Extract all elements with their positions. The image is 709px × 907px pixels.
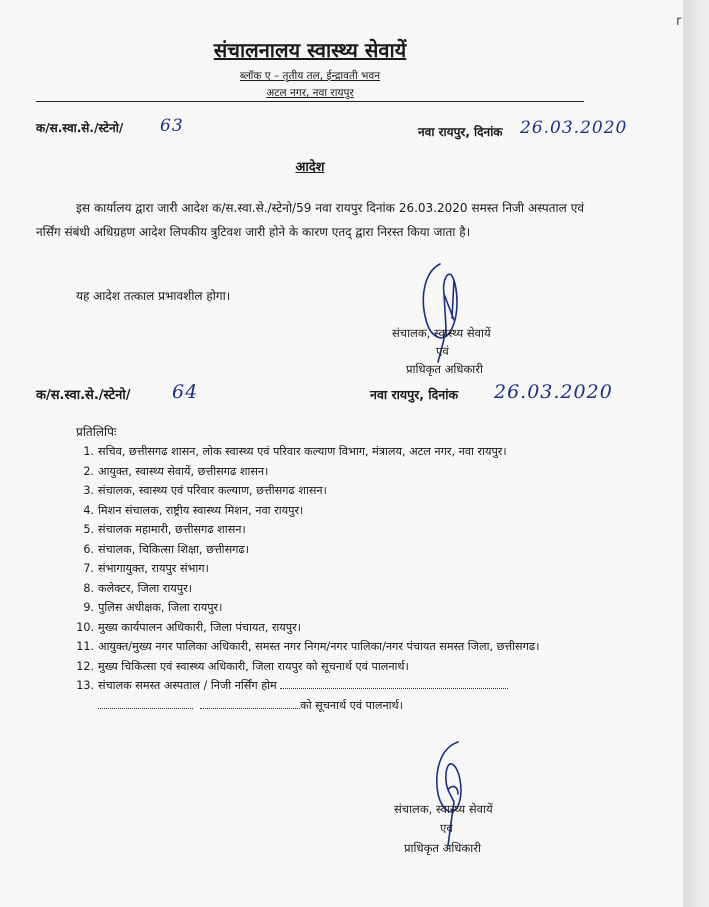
signature1-conjunction: एवं xyxy=(436,344,449,358)
list-item: 7. संभागायुक्त, रायपुर संभाग। xyxy=(83,562,209,575)
order2-ref-prefix: क/स.स्वा.से./स्टेनो/ xyxy=(36,388,131,403)
order2-date: 26.03.2020 xyxy=(494,381,613,403)
order2-ref-number: 64 xyxy=(172,381,199,403)
list-item: 3. संचालक, स्वास्थ्य एवं परिवार कल्याण, छत्तीसगढ शासन। xyxy=(83,484,327,497)
address-line-2: अटल नगर, नवा रायपुर xyxy=(266,87,354,99)
list-item: 11. आयुक्त/मुख्य नगर पालिका अधिकारी, समस्त नगर निगम/नगर पालिका/नगर पंचायत समस्त जिला, छत्तीसगढ। xyxy=(76,640,540,653)
department-title: संचालनालय स्वास्थ्य सेवायें xyxy=(213,38,407,62)
signature2-designation: संचालक, स्वास्थ्य सेवायें xyxy=(394,802,493,816)
copy-list-tail: को सूचनार्थ एवं पालनार्थ। xyxy=(300,698,403,712)
copy-heading: प्रतिलिपिः xyxy=(76,425,117,439)
order1-place-date-label: नवा रायपुर, दिनांक xyxy=(418,125,503,139)
copy-recipients-list xyxy=(72,442,592,715)
signature1-designation: संचालक, स्वास्थ्य सेवायें xyxy=(392,326,491,340)
signature2-authority: प्राधिकृत अधिकारी xyxy=(404,841,481,855)
list-item: 8. कलेक्टर, जिला रायपुर। xyxy=(83,581,192,595)
blank-fill-line xyxy=(200,698,300,709)
list-item: 9. पुलिस अधीक्षक, जिला रायपुर। xyxy=(83,601,223,614)
list-item: 6. संचालक, चिकित्सा शिक्षा, छत्तीसगढ। xyxy=(83,542,249,556)
list-item: 12. मुख्य चिकित्सा एवं स्वास्थ्य अधिकारी, जिला रायपुर को सूचनार्थ एवं पालनार्थ। xyxy=(76,659,409,673)
blank-fill-line xyxy=(98,698,193,709)
list-item: 13. संचालक समस्त अस्पताल / निजी नर्सिंग होम xyxy=(72,676,592,696)
list-item-continuation xyxy=(72,696,592,716)
effect-line: यह आदेश तत्काल प्रभावशील होगा। xyxy=(76,289,231,303)
order1-date: 26.03.2020 xyxy=(520,118,628,138)
list-item: 5. संचालक महामारी, छत्तीसगढ शासन। xyxy=(83,523,246,536)
list-item: 10. मुख्य कार्यपालन अधिकारी, जिला पंचायत, रायपुर। xyxy=(76,620,301,634)
header-divider xyxy=(36,101,584,102)
page-edge xyxy=(683,0,709,907)
edge-mark: r xyxy=(676,14,682,29)
order-body: इस कार्यालय द्वारा जारी आदेश क/स.स्वा.से./स्टेनो/59 नवा रायपुर दिनांक 26.03.2020 समस्त निजी अस्पताल एवं नर्सिंग संबंधी अधिग्रहण आदेश लिपकीय त्रुटिवश जारी होने के कारण एतद् द्वारा निरस्त किया जाता है। xyxy=(36,201,584,239)
list-item: 4. मिशन संचालक, राष्ट्रीय स्वास्थ्य मिशन, नवा रायपुर। xyxy=(83,503,304,517)
list-item: 2. आयुक्त, स्वास्थ्य सेवायें, छत्तीसगढ शासन। xyxy=(83,464,269,478)
signature2-conjunction: एवं xyxy=(440,821,453,835)
address-line-1: ब्लॉक ए – तृतीय तल, ईन्द्रावती भवन xyxy=(239,70,381,82)
blank-fill-line xyxy=(280,678,508,689)
order2-place-date-label: नवा रायपुर, दिनांक xyxy=(370,387,459,402)
order1-ref-prefix: क/स.स्वा.से./स्टेनो/ xyxy=(36,121,124,135)
order-heading: आदेश xyxy=(295,160,325,175)
signature1-authority: प्राधिकृत अधिकारी xyxy=(406,362,483,376)
order1-ref-number: 63 xyxy=(160,116,184,136)
list-item: 1. सचिव, छत्तीसगढ शासन, लोक स्वास्थ्य एवं परिवार कल्याण विभाग, मंत्रालय, अटल नगर, नवा रायपुर। xyxy=(83,445,507,458)
